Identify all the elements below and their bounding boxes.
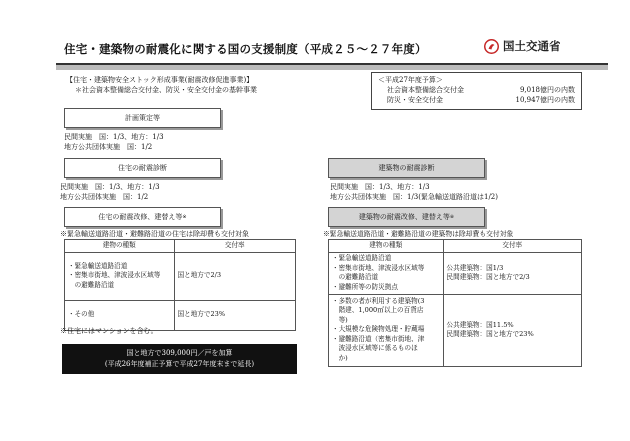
type-line: ・大規模な危険物処理・貯蔵場 (332, 325, 425, 334)
rate-line: 民間建築物：国と地方で2/3 (446, 273, 530, 281)
type-line: ・避難所等の防災拠点 (332, 282, 398, 291)
budget-title: ＜平成27年度予算＞ (378, 76, 443, 84)
type-line: ・避難路沿道（密集市街地、津 (332, 334, 425, 343)
table-header: 建物の種類 (65, 240, 175, 253)
building-type-cell (329, 252, 444, 294)
budget-box (371, 72, 582, 110)
budget-value: 10,947億円の内数 (515, 96, 575, 104)
table-row (65, 252, 296, 300)
building-retrofit-heading (328, 207, 485, 227)
building-retrofit-heading-text: 建築物の耐震改修、建替え等 (358, 213, 450, 221)
rate-line: 公共建築物：国11.5% (446, 320, 514, 329)
rate-cell (443, 252, 581, 294)
type-line: ・多数の者が利用する建築物(3 (332, 296, 425, 305)
subsidy-line: 国と地方で309,000円／戸を加算 (126, 349, 233, 357)
housing-footnote: ※住宅にはマンションを含む。 (60, 327, 158, 335)
subsidy-line: (平成26年度補正予算で平成27年度末まで延長) (104, 360, 255, 368)
type-line: の避難路沿道 (332, 273, 379, 281)
building-retrofit-heading-mark: ※ (449, 214, 455, 220)
program-name: 【住宅・建築物安全ストック形成事業(耐震改修促進事業)】 (66, 76, 254, 84)
housing-retrofit-note: ※緊急輸送道路沿道・避難路沿道の住宅は除却費も交付対象 (60, 230, 249, 238)
type-line: ・密集市街地、津波浸水区域等 (68, 271, 161, 280)
budget-row (378, 85, 575, 95)
housing-diagnosis-heading: 住宅の耐震診断 (64, 158, 221, 178)
rate-line: 国と地方で23% (177, 310, 226, 319)
building-retrofit-note: ※緊急輸送道路沿道・避難路沿道の建築物は除却費も交付対象 (323, 230, 514, 238)
type-line: ・緊急輸送道路沿道 (332, 254, 392, 262)
type-line: ・密集市街地、津波浸水区域等 (332, 263, 425, 272)
rate-cell (443, 294, 581, 366)
housing-diagnosis-line: 地方公共団体実施 国：1/2 (60, 193, 149, 201)
rate-line: 国と地方で2/3 (177, 271, 222, 280)
budget-row (378, 95, 575, 105)
type-line: 階建、1,000㎡以上の百貨店 (332, 306, 424, 315)
program-note: ＊社会資本整備総合交付金、防災・安全交付金の基幹事業 (75, 86, 257, 94)
type-line: ・緊急輸送道路沿道 (68, 261, 128, 270)
plan-heading: 計画策定等 (64, 108, 221, 128)
title-divider (56, 63, 608, 70)
type-line: 波浸水区域等に係るものほ (332, 344, 418, 353)
type-line: の避難路沿道 (68, 280, 115, 289)
housing-retrofit-heading-mark: ※ (182, 214, 187, 220)
table-row (329, 252, 582, 294)
housing-diagnosis-line: 民間実施 国：1/3、地方：1/3 (60, 183, 160, 191)
building-type-cell (329, 294, 444, 366)
table-header-row (65, 240, 296, 253)
type-line: か) (332, 353, 348, 362)
housing-retrofit-table (64, 239, 296, 331)
building-diagnosis-heading: 建築物の耐震診断 (328, 158, 485, 178)
budget-value: 9,018億円の内数 (519, 86, 575, 94)
rate-cell (174, 252, 295, 300)
building-retrofit-table (328, 239, 582, 367)
table-header-row (329, 240, 582, 253)
plan-line: 地方公共団体実施 国：1/2 (64, 143, 153, 151)
table-row (329, 294, 582, 366)
table-header: 建物の種類 (329, 240, 444, 253)
mlit-emblem-icon (484, 39, 499, 54)
type-line: 等) (332, 315, 348, 324)
mlit-logo (484, 38, 561, 54)
rate-cell (174, 300, 295, 330)
housing-retrofit-heading-text: 住宅の耐震改修、建替え等 (98, 213, 183, 221)
housing-retrofit-heading (64, 207, 221, 227)
building-type-cell (65, 252, 175, 300)
plan-line: 民間実施 国：1/3、地方：1/3 (64, 133, 164, 141)
budget-label: 社会資本整備総合交付金 (387, 86, 464, 94)
page-title: 住宅・建築物の耐震化に関する国の支援制度（平成２５～２７年度） (64, 42, 427, 56)
budget-label: 防災・安全交付金 (387, 96, 443, 104)
subsidy-addition-box (62, 344, 297, 374)
type-line: ・その他 (68, 310, 95, 319)
rate-line: 民間建築物：国と地方で23% (446, 330, 534, 338)
logo-text: 国土交通省 (503, 39, 561, 53)
table-header: 交付率 (443, 240, 581, 253)
building-diagnosis-line: 民間実施 国：1/3、地方：1/3 (330, 183, 430, 191)
rate-line: 公共建築物：国1/3 (446, 263, 504, 272)
building-diagnosis-line: 地方公共団体実施 国：1/3(緊急輸送道路沿道は1/2) (330, 193, 498, 201)
table-header: 交付率 (174, 240, 295, 253)
